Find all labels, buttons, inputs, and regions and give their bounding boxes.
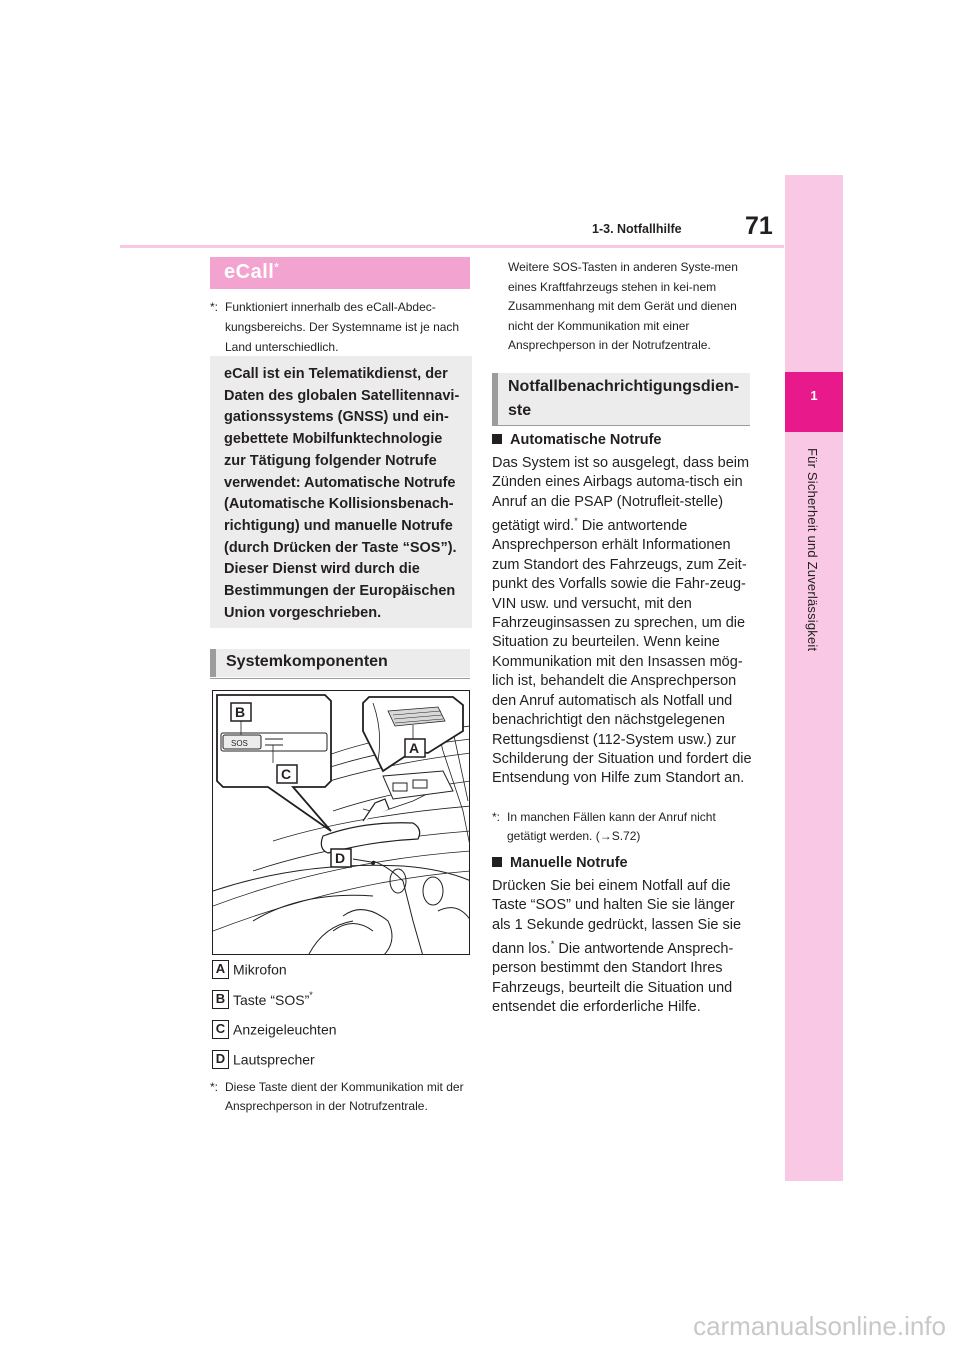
ecall-intro-box: eCall ist ein Telematikdienst, der Daten des globalen Satellitennavi-gationssystems (GNSS) und ein-gebettete Mobilfunktechnologie zur Tätigung folgender Notrufe verwendet: Automatische Notrufe (Automatische Kollisionsbenach-richtigung) und manuelle Notrufe (durch Drücken der Taste “SOS”). Dieser Dienst wird durch die Bestimmungen der Europäischen Union vorgeschrieben. — [210, 356, 472, 628]
ecall-footnote-text: Funktioniert innerhalb des eCall-Abdec-kungsbereichs. Der Systemname ist je nach Land unterschiedlich. — [225, 300, 460, 354]
car-interior-illustration — [213, 691, 470, 955]
chapter-number: 1 — [810, 388, 818, 403]
auto-call-note-text: In manchen Fällen kann der Anruf nicht getätigt werden. (→S.72) — [507, 810, 716, 843]
manual-call-text-after: Die antwortende Ansprech-person bestimmt den Standort Ihres Fahrzeugs, beurteilt die Situation und entsendet die erforderliche Hilfe. — [492, 941, 734, 1016]
manual-call-title: Manuelle Notrufe — [510, 855, 628, 871]
other-sos-note: Weitere SOS-Tasten in anderen Syste-men eines Kraftfahrzeugs stehen in kei-nem Zusammenhang mit dem Gerät und dienen nicht der Kommunikation mit einer Ansprechperson in der Notrufzentrale. — [508, 260, 738, 352]
manual-call-heading — [492, 855, 628, 871]
footnote-mark: *: — [210, 300, 219, 314]
footnote-mark: *: — [210, 1080, 219, 1094]
legend-label: Lautsprecher — [233, 1051, 315, 1068]
manual-call-text — [492, 877, 754, 1018]
auto-call-title: Automatische Notrufe — [510, 432, 662, 448]
bullet-square-icon — [492, 434, 502, 444]
auto-call-heading — [492, 432, 661, 448]
legend-badge: B — [212, 990, 229, 1009]
header-rule — [120, 245, 784, 248]
emergency-services-heading: Notfallbenachrichtigungsdien-ste — [492, 373, 750, 425]
legend-item — [212, 960, 287, 980]
system-components-heading: Systemkomponenten — [210, 649, 470, 677]
figure-label-d: D — [335, 850, 346, 866]
auto-call-text-after: Die antwortende Ansprechperson erhält Informationen zum Standort des Fahrzeugs, zum Zeit-punkt des Vorfalls sowie die Fahr-zeug-VIN usw. und versucht, mit den Fahrzeuginsassen zu sprechen, um die Situation zu beurteilen. Wenn keine Kommunikation mit den Insassen mög-lich ist, behandelt die Ansprechperson den Anruf automatisch als Notfall und benachrichtigt den nächstgelegenen Rettungsdienst (112-System usw.) zur Schilderung der Situation und fordert die Entsendung von Hilfe zum Standort an. — [492, 518, 752, 787]
figure-label-c: C — [281, 766, 292, 782]
ecall-title-mark: * — [274, 261, 280, 274]
chapter-side-tab — [785, 175, 843, 1181]
ecall-heading — [210, 257, 470, 289]
auto-call-note — [492, 808, 754, 846]
legend-label: Taste “SOS” — [233, 991, 310, 1008]
chapter-title: Für Sicherheit und Zuverlässigkeit — [805, 448, 820, 652]
footnote-mark: *: — [492, 810, 501, 824]
bullet-square-icon — [492, 857, 502, 867]
ecall-title: eCall — [224, 261, 275, 283]
watermark: carmanualsonline.info — [693, 1311, 946, 1341]
page-number: 71 — [745, 212, 773, 240]
auto-call-text — [492, 454, 754, 789]
auto-call-mark: * — [574, 516, 578, 527]
sos-footnote — [210, 1078, 472, 1116]
legend-label: Mikrofon — [233, 961, 287, 978]
legend-item — [212, 990, 313, 1010]
legend-mark: * — [309, 990, 313, 1000]
manual-call-text-before: Drücken Sie bei einem Notfall auf die Taste “SOS” und halten Sie sie länger als 1 Sekunde gedrückt, lassen Sie sie dann los. — [492, 878, 742, 958]
heading-rule — [210, 678, 470, 679]
legend-item — [212, 1050, 315, 1070]
section-title: 1-3. Notfallhilfe — [592, 222, 682, 236]
legend-badge: D — [212, 1050, 229, 1069]
manual-call-mark: * — [550, 939, 555, 950]
sos-label: SOS — [231, 739, 248, 748]
auto-call-text-before: Das System ist so ausgelegt, dass beim Zünden eines Airbags automa-tisch ein Anruf an die PSAP (Notrufleit-stelle) getätigt wird. — [492, 455, 750, 535]
figure-label-a: A — [409, 740, 420, 756]
legend-label: Anzeigeleuchten — [233, 1021, 337, 1038]
components-figure — [212, 690, 470, 955]
heading-rule — [492, 425, 750, 426]
legend-item — [212, 1020, 337, 1040]
ecall-footnote — [210, 297, 472, 357]
sos-footnote-text: Diese Taste dient der Kommunikation mit der Ansprechperson in der Notrufzentrale. — [225, 1080, 464, 1113]
legend-badge: A — [212, 960, 229, 979]
legend-badge: C — [212, 1020, 229, 1039]
figure-label-b: B — [235, 704, 246, 720]
